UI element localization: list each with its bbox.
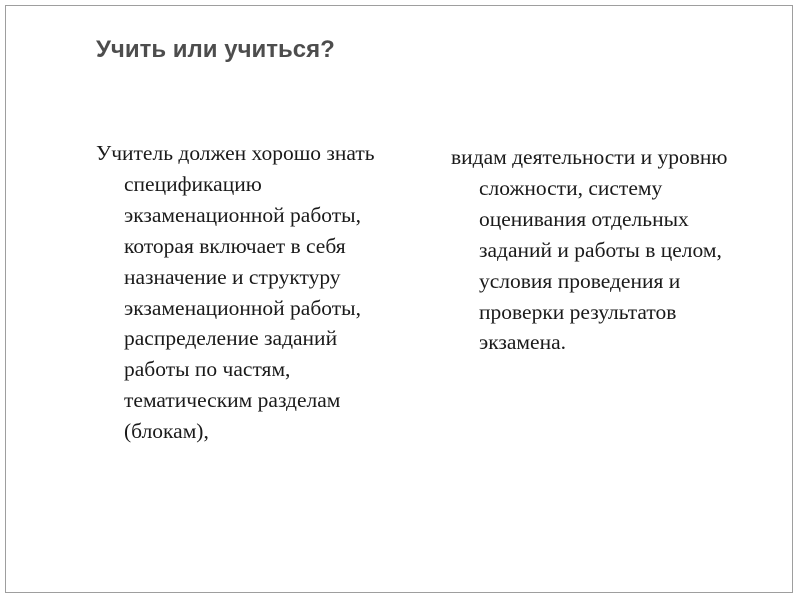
- slide: [5, 5, 793, 593]
- right-text-column: [451, 142, 751, 358]
- right-column-paragraph: видам деятельности и уровню сложности, систему оценивания отдельных заданий и работы в целом, условия проведения и проверки результатов экзамена.: [451, 145, 728, 355]
- left-column-paragraph: Учитель должен хорошо знать спецификацию экзаменационной работы, которая включает в себя назначение и структуру экзаменационной работы, распределение заданий работы по частям, тематическим разделам (блокам),: [96, 141, 375, 444]
- slide-title: Учить или учиться?: [96, 36, 335, 63]
- left-text-column: [96, 138, 401, 447]
